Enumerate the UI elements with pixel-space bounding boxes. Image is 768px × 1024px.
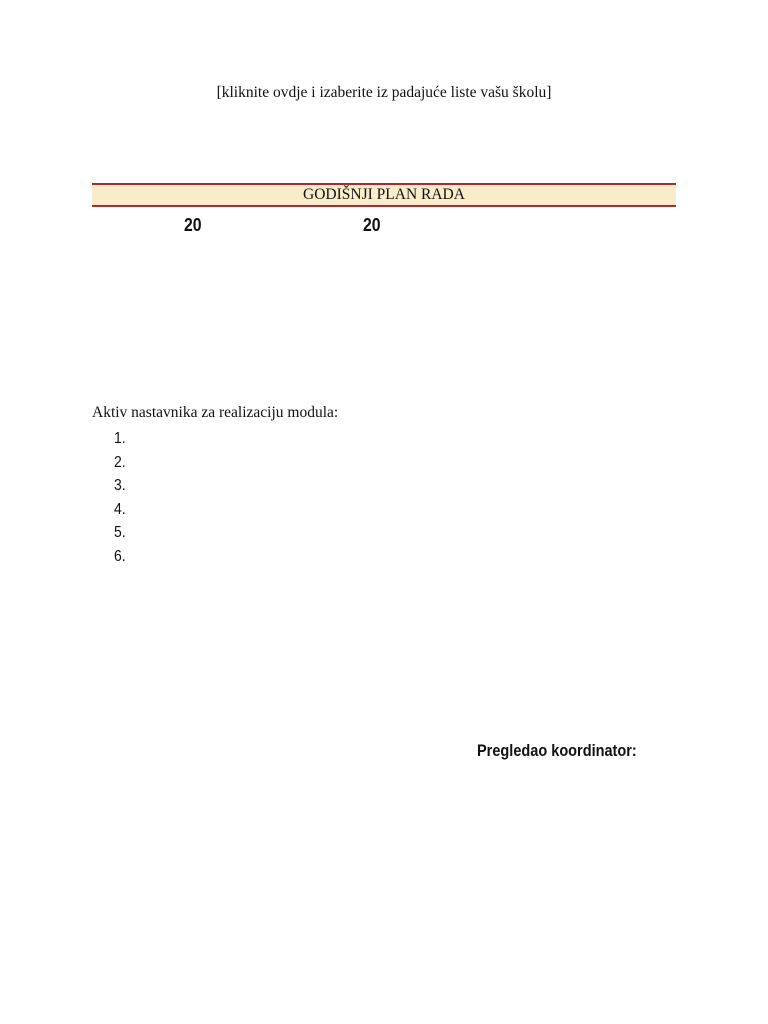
list-item: 2.	[114, 453, 126, 471]
school-select-field[interactable]: [kliknite ovdje i izaberite iz padajuće liste vašu školu]	[216, 84, 552, 101]
list-item: 1.	[114, 430, 126, 447]
school-year-start: 20	[184, 215, 202, 235]
list-item: 3.	[114, 477, 126, 494]
school-year-end: 20	[363, 215, 381, 235]
list-item: 6.	[114, 547, 126, 565]
plan-title-banner: GODIŠNJI PLAN RADA	[92, 183, 676, 207]
coordinator-review-label: Pregledao koordinator:	[477, 742, 637, 760]
teacher-team-heading: Aktiv nastavnika za realizaciju modula:	[92, 404, 339, 421]
teacher-team-list	[114, 428, 127, 569]
list-item: 4.	[114, 500, 126, 518]
list-item: 5.	[114, 524, 126, 541]
